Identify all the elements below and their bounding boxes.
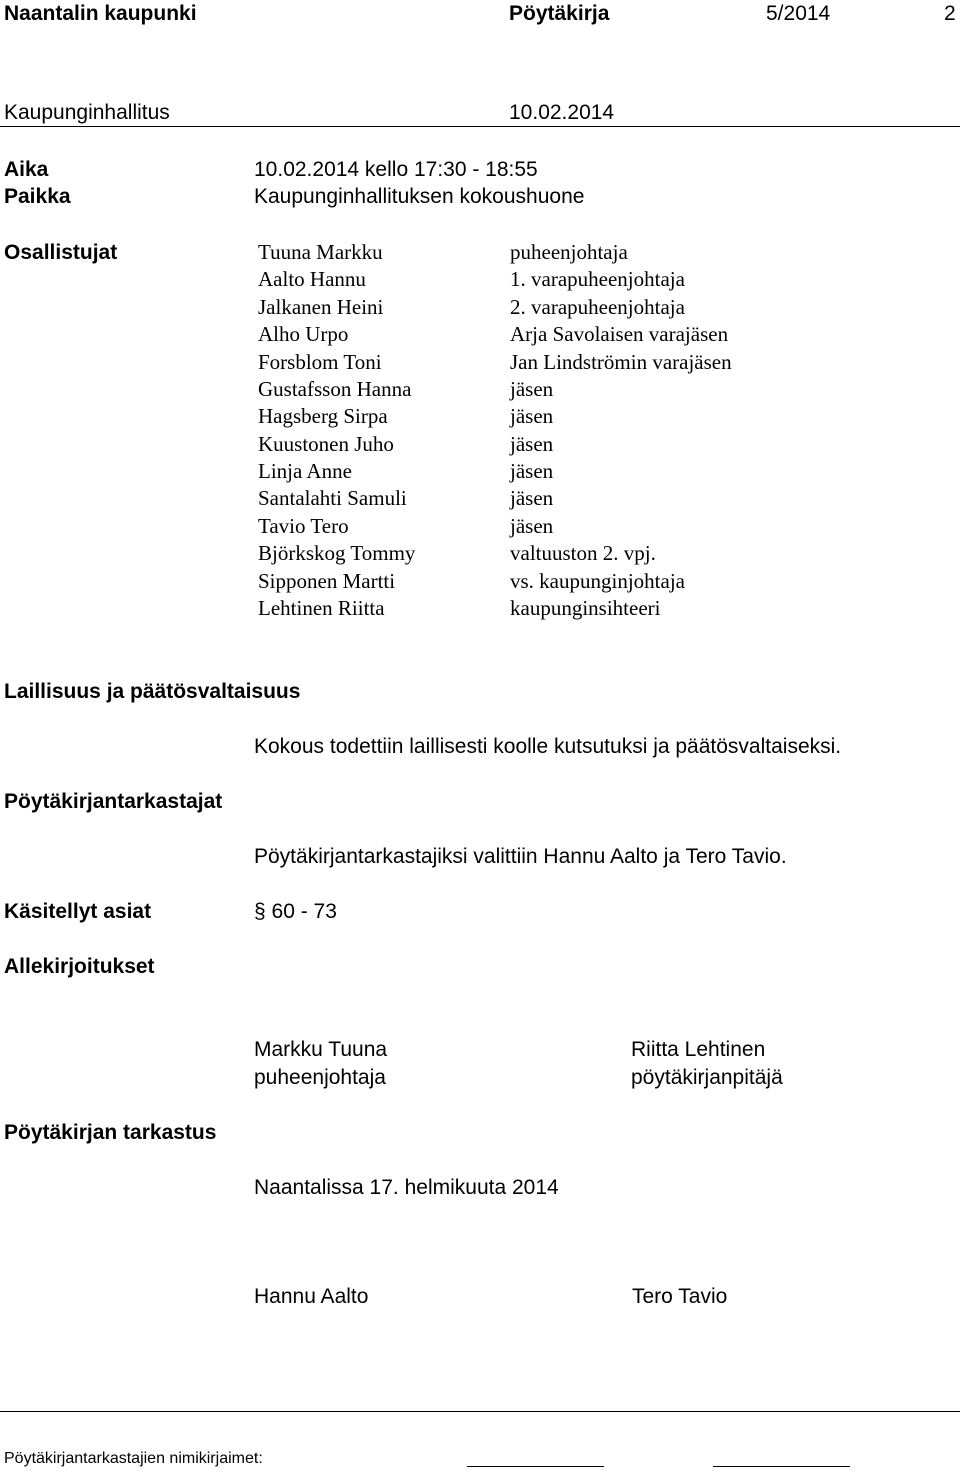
initials-blank-2 (713, 1466, 850, 1467)
place-label: Paikka (4, 185, 71, 208)
participant-role: jäsen (510, 459, 554, 483)
participant-name: Lehtinen Riitta (258, 596, 385, 620)
place-value: Kaupunginhallituksen kokoushuone (254, 185, 585, 208)
participants-label: Osallistujat (4, 241, 118, 264)
footer-divider (0, 1411, 960, 1412)
participant-role: vs. kaupunginjohtaja (510, 569, 685, 593)
participant-name: Santalahti Samuli (258, 486, 407, 510)
participant-name: Alho Urpo (258, 322, 349, 346)
participant-name: Jalkanen Heini (258, 295, 384, 319)
participant-role: puheenjohtaja (510, 240, 628, 264)
reviewer1-name: Hannu Aalto (254, 1285, 369, 1308)
participant-role: Jan Lindströmin varajäsen (510, 350, 732, 374)
signer2-name: Riitta Lehtinen (631, 1038, 766, 1061)
participant-name: Gustafsson Hanna (258, 377, 412, 401)
legality-label: Laillisuus ja päätösvaltaisuus (4, 680, 301, 703)
participant-role: jäsen (510, 514, 554, 538)
header-doc-type: Pöytäkirja (509, 2, 610, 25)
initials-label: Pöytäkirjantarkastajien nimikirjaimet: (4, 1450, 263, 1467)
participant-role: jäsen (510, 404, 554, 428)
participant-name: Tavio Tero (258, 514, 349, 538)
reviewers-text: Pöytäkirjantarkastajiksi valittiin Hannu Aalto ja Tero Tavio. (254, 845, 787, 868)
participant-role: jäsen (510, 377, 554, 401)
participant-role: 1. varapuheenjohtaja (510, 267, 685, 291)
time-value: 10.02.2014 kello 17:30 - 18:55 (254, 158, 538, 181)
signer1-name: Markku Tuuna (254, 1038, 388, 1061)
participant-name: Aalto Hannu (258, 267, 366, 291)
review-place-date: Naantalissa 17. helmikuuta 2014 (254, 1176, 559, 1199)
header-number: 5/2014 (766, 2, 831, 25)
participant-name: Sipponen Martti (258, 569, 396, 593)
header-divider (0, 126, 960, 127)
participant-name: Hagsberg Sirpa (258, 404, 388, 428)
participant-role: valtuuston 2. vpj. (510, 541, 656, 565)
participant-role: jäsen (510, 486, 554, 510)
participant-role: kaupunginsihteeri (510, 596, 661, 620)
time-label: Aika (4, 158, 49, 181)
participant-name: Linja Anne (258, 459, 352, 483)
handled-value: § 60 - 73 (254, 900, 337, 923)
participant-name: Kuustonen Juho (258, 432, 394, 456)
participant-role: 2. varapuheenjohtaja (510, 295, 685, 319)
reviewer2-name: Tero Tavio (632, 1285, 728, 1308)
header-page: 2 (944, 2, 956, 25)
participant-role: jäsen (510, 432, 554, 456)
handled-label: Käsitellyt asiat (4, 900, 152, 923)
initials-blank-1 (467, 1466, 604, 1467)
participant-name: Forsblom Toni (258, 350, 382, 374)
participant-name: Björkskog Tommy (258, 541, 416, 565)
header-body: Kaupunginhallitus (4, 101, 170, 124)
signer1-role: puheenjohtaja (254, 1066, 386, 1089)
header-city: Naantalin kaupunki (4, 2, 197, 25)
signatures-label: Allekirjoitukset (4, 955, 155, 978)
signer2-role: pöytäkirjanpitäjä (631, 1066, 783, 1089)
legality-text: Kokous todettiin laillisesti koolle kutsutuksi ja päätösvaltaiseksi. (254, 735, 842, 758)
participant-role: Arja Savolaisen varajäsen (510, 322, 729, 346)
header-date: 10.02.2014 (509, 101, 615, 124)
reviewers-label: Pöytäkirjantarkastajat (4, 790, 223, 813)
review-label: Pöytäkirjan tarkastus (4, 1121, 217, 1144)
participant-name: Tuuna Markku (258, 240, 383, 264)
